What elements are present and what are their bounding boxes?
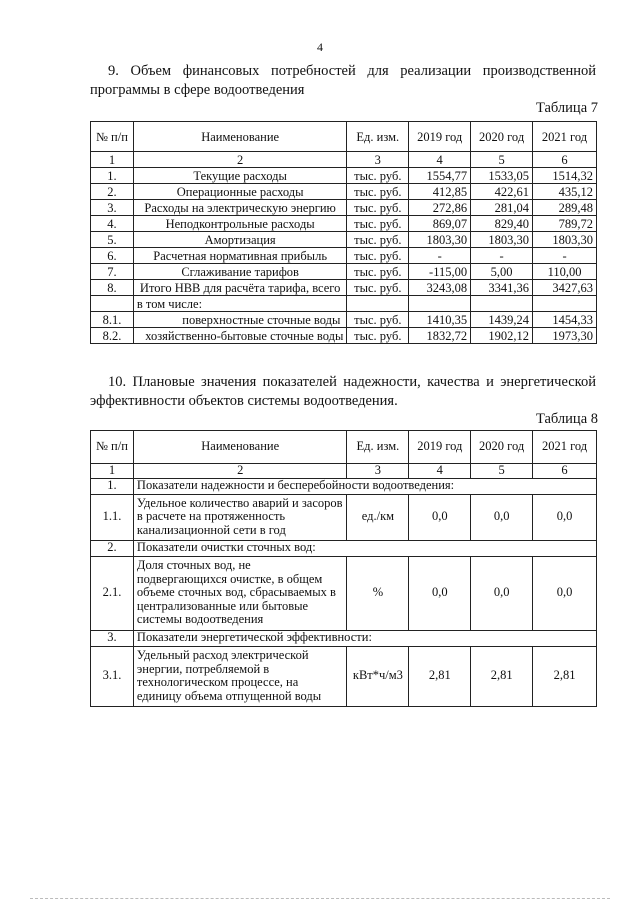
value-2021: 1803,30	[533, 232, 597, 248]
column-number: 3	[347, 152, 409, 168]
table-header-row	[91, 122, 597, 152]
row-name: Неподконтрольные расходы	[133, 216, 346, 232]
row-name: поверхностные сточные воды	[133, 312, 346, 328]
value-2020: 1439,24	[471, 312, 533, 328]
table-row	[91, 216, 597, 232]
page-bottom-divider	[30, 898, 610, 899]
value-2021: 2,81	[533, 646, 597, 706]
value-2021: 789,72	[533, 216, 597, 232]
value-2019: 0,0	[409, 494, 471, 540]
row-unit: тыс. руб.	[347, 200, 409, 216]
column-number: 1	[91, 152, 134, 168]
row-unit: тыс. руб.	[347, 312, 409, 328]
row-number: 8.2.	[91, 328, 134, 344]
value-2020: 1902,12	[471, 328, 533, 344]
col-header-2020: 2020 год	[471, 122, 533, 152]
table-7-caption: Таблица 7	[535, 100, 598, 116]
section-9-heading: 9. Объем финансовых потребностей для реализации производственной программы в сфере водоотведения	[90, 63, 596, 98]
value-2021: 3427,63	[533, 280, 597, 296]
column-number: 1	[91, 464, 134, 479]
row-unit: тыс. руб.	[347, 328, 409, 344]
col-header-unit: Ед. изм.	[347, 122, 409, 152]
value-2020: 0,0	[471, 494, 533, 540]
row-name: хозяйственно-бытовые сточные воды	[133, 328, 346, 344]
row-name: Текущие расходы	[133, 168, 346, 184]
row-unit: тыс. руб.	[347, 280, 409, 296]
value-2021: 1514,32	[533, 168, 597, 184]
value-2021: 0,0	[533, 494, 597, 540]
table-header-row	[91, 431, 597, 464]
row-name: Итого НВВ для расчёта тарифа, всего	[133, 280, 346, 296]
value-2021: 110,00	[533, 264, 597, 280]
column-number: 6	[533, 152, 597, 168]
table-row	[91, 494, 597, 540]
value-2019: 2,81	[409, 646, 471, 706]
row-number: 8.	[91, 280, 134, 296]
column-number: 6	[533, 464, 597, 479]
table-row	[91, 264, 597, 280]
table-row	[91, 232, 597, 248]
row-number	[91, 296, 134, 312]
row-number: 2.1.	[91, 556, 134, 630]
column-number: 5	[471, 152, 533, 168]
table-8	[90, 430, 597, 707]
value-2021: 1454,33	[533, 312, 597, 328]
row-unit: тыс. руб.	[347, 184, 409, 200]
table-row	[91, 200, 597, 216]
table-row	[91, 556, 597, 630]
col-header-2019: 2019 год	[409, 431, 471, 464]
value-2021: 435,12	[533, 184, 597, 200]
row-unit: тыс. руб.	[347, 248, 409, 264]
row-name: Удельный расход электрической энергии, потребляемой в технологическом процессе, на единицу объема отпущенной воды	[133, 646, 347, 706]
value-2020: 5,00	[471, 264, 533, 280]
col-header-number: № п/п	[91, 431, 134, 464]
value-2020: 3341,36	[471, 280, 533, 296]
row-number: 7.	[91, 264, 134, 280]
value-2020: 281,04	[471, 200, 533, 216]
row-unit: кВт*ч/м3	[347, 646, 409, 706]
value-2019: 272,86	[409, 200, 471, 216]
col-header-2020: 2020 год	[471, 431, 533, 464]
value-2019: 3243,08	[409, 280, 471, 296]
group-number: 3.	[91, 630, 134, 646]
value-2020: 0,0	[471, 556, 533, 630]
group-row	[91, 540, 597, 556]
table-row	[91, 328, 597, 344]
value-2019: 1410,35	[409, 312, 471, 328]
value-2021: 1973,30	[533, 328, 597, 344]
table-row	[91, 646, 597, 706]
table-row	[91, 168, 597, 184]
row-number: 1.1.	[91, 494, 134, 540]
row-number: 4.	[91, 216, 134, 232]
table-row	[91, 296, 597, 312]
col-header-number: № п/п	[91, 122, 134, 152]
value-2020	[471, 296, 533, 312]
value-2020: 2,81	[471, 646, 533, 706]
row-unit	[347, 296, 409, 312]
table-row	[91, 184, 597, 200]
column-number-row	[91, 464, 597, 479]
row-name: Операционные расходы	[133, 184, 346, 200]
value-2019: 1832,72	[409, 328, 471, 344]
row-name: Сглаживание тарифов	[133, 264, 346, 280]
value-2020: 829,40	[471, 216, 533, 232]
col-header-2021: 2021 год	[533, 122, 597, 152]
table-row	[91, 312, 597, 328]
column-number: 5	[471, 464, 533, 479]
table-row	[91, 280, 597, 296]
row-name: Расходы на электрическую энергию	[133, 200, 346, 216]
row-unit: %	[347, 556, 409, 630]
group-title: Показатели очистки сточных вод:	[133, 540, 596, 556]
row-number: 3.1.	[91, 646, 134, 706]
row-unit: ед./км	[347, 494, 409, 540]
row-name: Удельное количество аварий и засоров в расчете на протяженность канализационной сети в год	[133, 494, 347, 540]
value-2019: 1803,30	[409, 232, 471, 248]
col-header-2021: 2021 год	[533, 431, 597, 464]
value-2021: 289,48	[533, 200, 597, 216]
column-number-row	[91, 152, 597, 168]
value-2020: 1533,05	[471, 168, 533, 184]
column-number: 2	[133, 152, 346, 168]
value-2019: 412,85	[409, 184, 471, 200]
group-row	[91, 630, 597, 646]
value-2021: 0,0	[533, 556, 597, 630]
value-2019: 1554,77	[409, 168, 471, 184]
table-8-caption: Таблица 8	[535, 411, 598, 427]
group-number: 2.	[91, 540, 134, 556]
row-number: 6.	[91, 248, 134, 264]
col-header-unit: Ед. изм.	[347, 431, 409, 464]
col-header-2019: 2019 год	[409, 122, 471, 152]
group-number: 1.	[91, 478, 134, 494]
row-name: Амортизация	[133, 232, 346, 248]
value-2020: 422,61	[471, 184, 533, 200]
value-2021: -	[533, 248, 597, 264]
value-2019: 869,07	[409, 216, 471, 232]
row-unit: тыс. руб.	[347, 168, 409, 184]
group-title: Показатели энергетической эффективности:	[133, 630, 596, 646]
column-number: 3	[347, 464, 409, 479]
value-2019	[409, 296, 471, 312]
value-2019: 0,0	[409, 556, 471, 630]
column-number: 4	[409, 464, 471, 479]
row-name: в том числе:	[133, 296, 346, 312]
section-10-heading: 10. Плановые значения показателей надежности, качества и энергетической эффективности объектов системы водоотведения.	[90, 374, 596, 409]
row-number: 8.1.	[91, 312, 134, 328]
col-header-name: Наименование	[133, 431, 347, 464]
row-number: 3.	[91, 200, 134, 216]
row-name: Расчетная нормативная прибыль	[133, 248, 346, 264]
row-name: Доля сточных вод, не подвергающихся очистке, в общем объеме сточных вод, сбрасываемых в централизованные или бытовые системы водоотведения	[133, 556, 347, 630]
group-title: Показатели надежности и бесперебойности водоотведения:	[133, 478, 596, 494]
group-row	[91, 478, 597, 494]
column-number: 4	[409, 152, 471, 168]
row-unit: тыс. руб.	[347, 216, 409, 232]
col-header-name: Наименование	[133, 122, 346, 152]
value-2019: -115,00	[409, 264, 471, 280]
value-2021	[533, 296, 597, 312]
column-number: 2	[133, 464, 347, 479]
page-number: 4	[317, 40, 323, 54]
row-number: 1.	[91, 168, 134, 184]
value-2020: 1803,30	[471, 232, 533, 248]
table-7	[90, 121, 597, 344]
row-unit: тыс. руб.	[347, 264, 409, 280]
table-row	[91, 248, 597, 264]
value-2019: -	[409, 248, 471, 264]
row-number: 5.	[91, 232, 134, 248]
value-2020: -	[471, 248, 533, 264]
row-unit: тыс. руб.	[347, 232, 409, 248]
row-number: 2.	[91, 184, 134, 200]
